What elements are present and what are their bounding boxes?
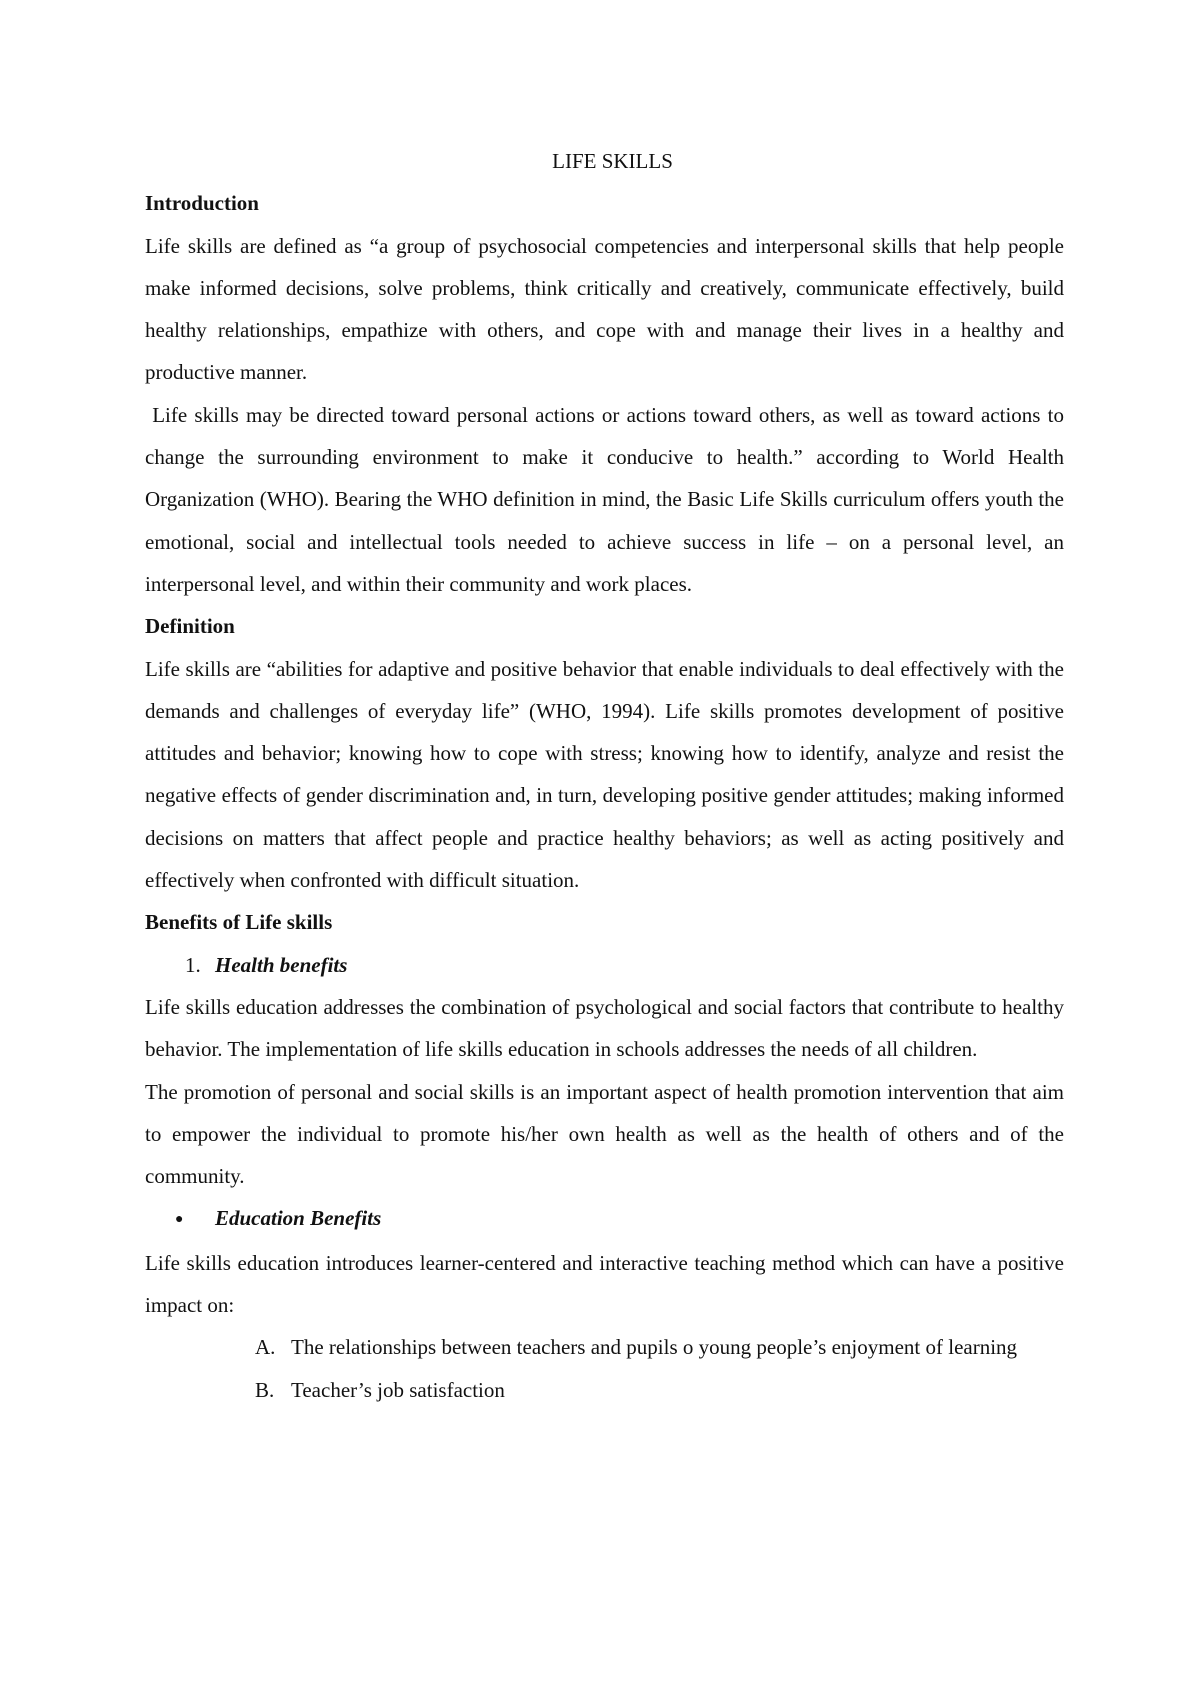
education-benefits-title: Education Benefits — [215, 1206, 382, 1231]
list-item — [255, 1326, 1064, 1368]
health-benefits-number: 1. — [185, 952, 201, 977]
list-item-text: Teacher’s job satisfaction — [291, 1377, 505, 1402]
definition-heading: Definition — [145, 614, 235, 639]
health-benefits-paragraph-2: The promotion of personal and social skills is an important aspect of health promotion intervention that aim to empower the individual to promote his/her own health as well as the health of others and of the community. — [145, 1079, 1064, 1189]
list-item-letter: A. — [255, 1335, 276, 1360]
health-benefits-title: Health benefits — [215, 952, 348, 977]
health-benefits-paragraph-1: Life skills education addresses the combination of psychological and social factors that contribute to healthy behavior. The implementation of life skills education in schools addresses the needs of all children. — [145, 994, 1064, 1062]
document-page — [145, 140, 1070, 1411]
list-item-letter: B. — [255, 1377, 275, 1402]
introduction-paragraph-2: Life skills may be directed toward personal actions or actions toward others, as well as toward actions to change the surrounding environment to make it conducive to health.” according to World Health Organization (WHO). Bearing the WHO definition in mind, the Basic Life Skills curriculum offers youth the emotional, social and intellectual tools needed to achieve success in life – on a personal level, an interpersonal level, and within their community and work places. — [145, 402, 1070, 596]
education-benefits-list — [145, 1326, 1064, 1411]
education-benefits-subheading — [145, 1197, 1064, 1241]
health-benefits-subheading — [145, 944, 1064, 986]
list-item-text: The relationships between teachers and pupils o young people’s enjoyment of learning — [291, 1335, 1018, 1360]
benefits-heading: Benefits of Life skills — [145, 910, 333, 935]
education-benefits-paragraph: Life skills education introduces learner-centered and interactive teaching method which can have a positive impact on: — [145, 1250, 1064, 1318]
list-item — [255, 1369, 1064, 1411]
introduction-paragraph-1: Life skills are defined as “a group of psychosocial competencies and interpersonal skills that help people make informed decisions, solve problems, think critically and creatively, communicate effectively, build healthy relationships, empathize with others, and cope with and manage their lives in a healthy and productive manner. — [145, 233, 1064, 385]
document-title: LIFE SKILLS — [552, 149, 673, 173]
bullet-icon: ● — [175, 1212, 184, 1228]
introduction-heading: Introduction — [145, 191, 259, 216]
definition-paragraph: Life skills are “abilities for adaptive and positive behavior that enable individuals to deal effectively with the demands and challenges of everyday life” (WHO, 1994). Life skills promotes development of positive attitudes and behavior; knowing how to cope with stress; knowing how to identify, analyze and resist the negative effects of gender discrimination and, in turn, developing positive gender attitudes; making informed decisions on matters that affect people and practice healthy behaviors; as well as acting positively and effectively when confronted with difficult situation. — [145, 656, 1064, 893]
